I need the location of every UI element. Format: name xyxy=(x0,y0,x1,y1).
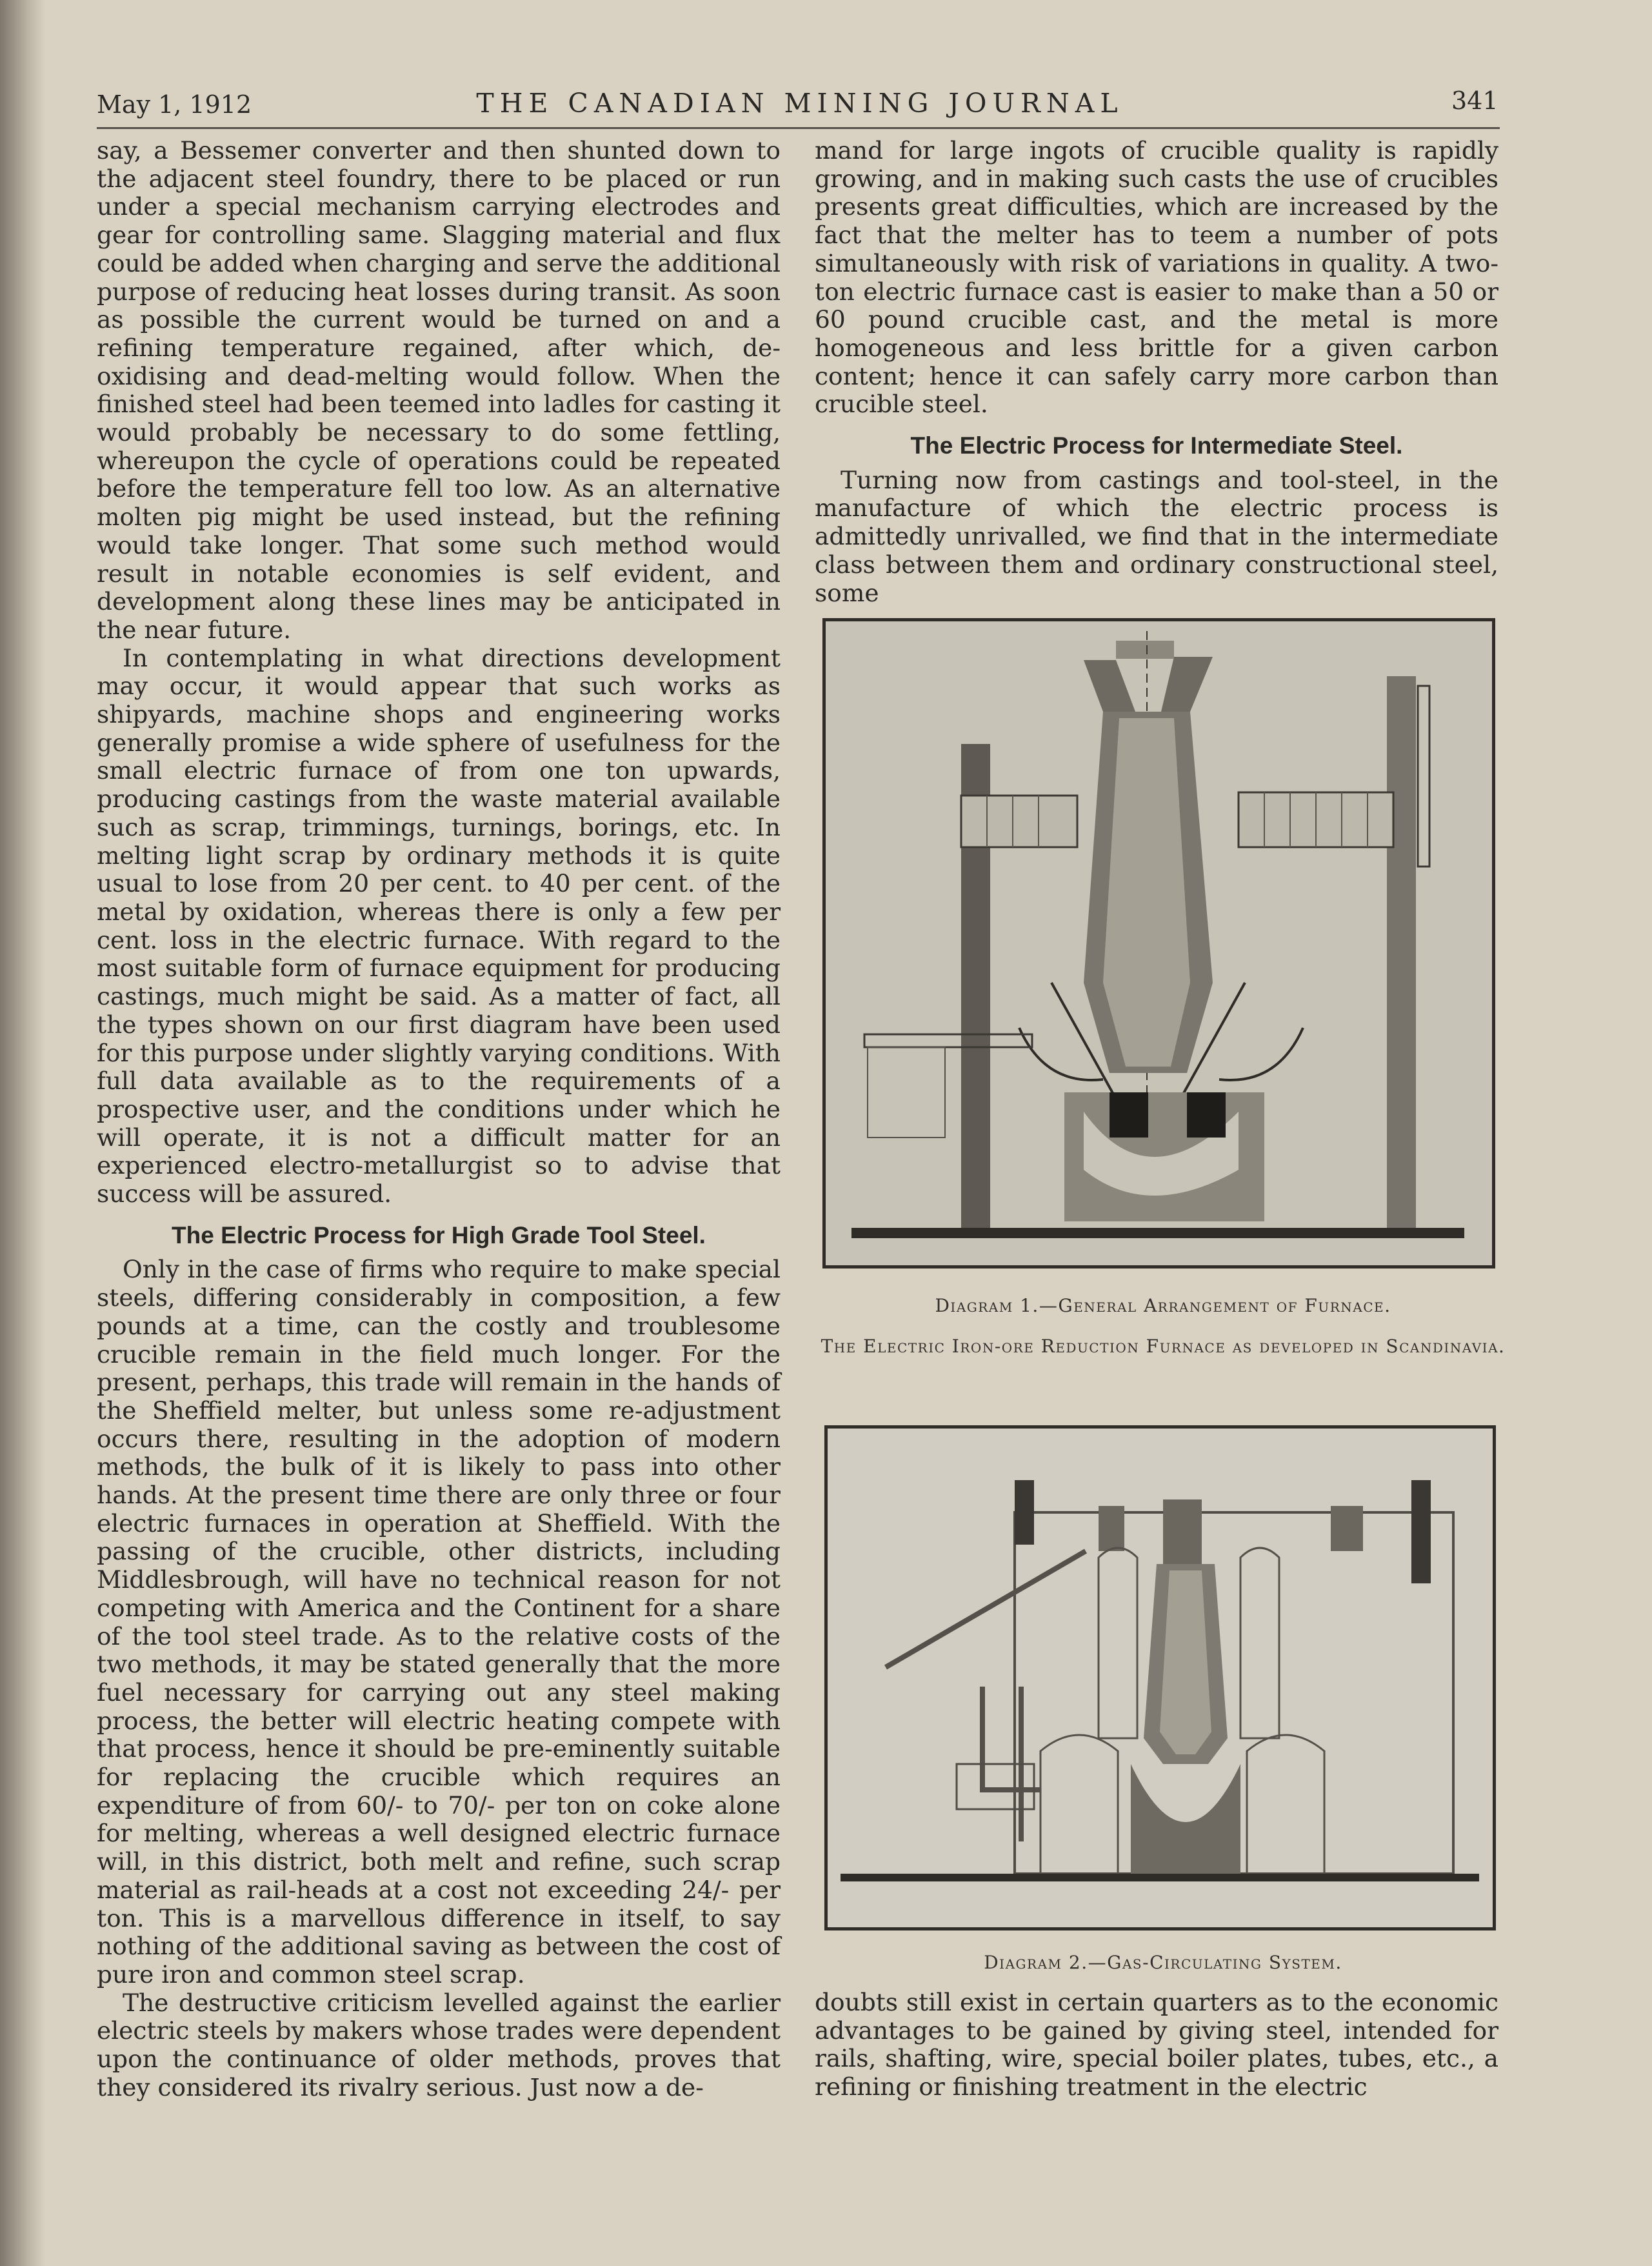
paragraph: The destructive criticism levelled against the earlier electric steels by makers whose trades were dependent upon the continuance of older methods, proves that they considered its rivalry serious. Just now a de- xyxy=(97,1988,781,2101)
left-column xyxy=(97,137,781,2102)
diagram-2-caption: Diagram 2.—Gas-Circulating System. xyxy=(984,1952,1342,1973)
right-column-bottom xyxy=(815,1989,1498,2101)
paragraph: mand for large ingots of crucible quality is rapidly growing, and in making such casts the use of crucibles presents great difficulties, which are increased by the fact that the melter has to teem a number of pots simultaneously with risk of variations in quality. A two-ton electric furnace cast is easier to make than a 50 or 60 pound crucible cast, and the metal is more homogeneous and less brittle for a given carbon content; hence it can safely carry more carbon than crucible steel. xyxy=(815,136,1498,419)
page-binding-shadow xyxy=(0,0,45,2266)
paragraph: Only in the case of firms who require to make special steels, differing considerably in composition, a few pounds at a time, can the costly and troublesome crucible remain in the field much longer. For the present, perhaps, this trade will remain in the hands of the Sheffield melter, but unless some re-adjustment occurs there, resulting in the adoption of modern methods, the bulk of it is likely to pass into other hands. At the present time there are only three or four electric furnaces in operation at Sheffield. With the passing of the crucible, other districts, including Middlesbrough, will have no technical reason for not competing with America and the Continent for a share of the tool steel trade. As to the relative costs of the two methods, it may be stated generally that the more fuel necessary for carrying out any steel making process, the better will electric heating compete with that process, hence it should be pre-eminently suitable for replacing the crucible which requires an expenditure of from 60/- to 70/- per ton on coke alone for melting, whereas a well designed electric furnace will, in this district, both melt and refine, such scrap material as rail-heads at a cost not exceeding 24/- per ton. This is a marvellous difference in itself, to say nothing of the additional saving as between the cost of pure iron and common steel scrap. xyxy=(97,1255,781,1989)
diagram-furnace-arrangement xyxy=(822,618,1495,1268)
paragraph: Turning now from castings and tool-steel, in the manufacture of which the electric process is admittedly unrivalled, we find that in the intermediate class between them and ordinary constructional steel, some xyxy=(815,465,1498,607)
header-date: May 1, 1912 xyxy=(97,90,252,119)
journal-title: THE CANADIAN MINING JOURNAL xyxy=(476,88,1124,119)
diagram-gas-circulating-system xyxy=(824,1425,1496,1930)
right-column-top xyxy=(815,137,1498,607)
paragraph: doubts still exist in certain quarters as to the economic advantages to be gained by giving steel, intended for rails, shafting, wire, special boiler plates, tubes, etc., a refining or finishing treatment in the electric xyxy=(815,1988,1498,2101)
diagram-1-caption: Diagram 1.—General Arrangement of Furnace. xyxy=(935,1295,1391,1316)
paragraph: In contemplating in what directions development may occur, it would appear that such works as shipyards, machine shops and engineering works generally promise a wide sphere of usefulness for the small electric furnace of from one ton upwards, producing castings from the waste material available such as scrap, trimmings, turnings, borings, etc. In melting light scrap by ordinary methods it is quite usual to lose from 20 per cent. to 40 per cent. of the metal by oxidation, whereas there is only a few per cent. loss in the electric furnace. With regard to the most suitable form of furnace equipment for producing castings, much might be said. As a matter of fact, all the types shown on our first diagram have been used for this purpose under slightly varying conditions. With full data available as to the requirements of a prospective user, and the conditions under which he will operate, it is not a difficult matter for an experienced electro-metallurgist so to advise that success will be assured. xyxy=(97,643,781,1208)
page-number: 341 xyxy=(1451,86,1498,115)
paragraph: say, a Bessemer converter and then shunted down to the adjacent steel foundry, there to be placed or run under a special mechanism carrying electrodes and gear for controlling same. Slagging material and flux could be added when charging and serve the additional purpose of reducing heat losses during transit. As soon as possible the current would be turned on and a refining temperature regained, after which, de-oxidising and dead-melting would follow. When the finished steel had been teemed into ladles for casting it would probably be necessary to do some fettling, whereupon the cycle of operations could be repeated before the temperature fell too low. As an alternative molten pig might be used instead, but the refining would take longer. That some such method would result in notable economies is self evident, and development along these lines may be anticipated in the near future. xyxy=(97,136,781,644)
diagram-1-subcaption: The Electric Iron-ore Reduction Furnace as developed in Scandinavia. xyxy=(821,1336,1506,1357)
header-rule xyxy=(97,127,1500,129)
section-heading-tool-steel: The Electric Process for High Grade Tool Steel. xyxy=(172,1221,706,1248)
section-heading-intermediate-steel: The Electric Process for Intermediate Steel. xyxy=(910,432,1403,459)
